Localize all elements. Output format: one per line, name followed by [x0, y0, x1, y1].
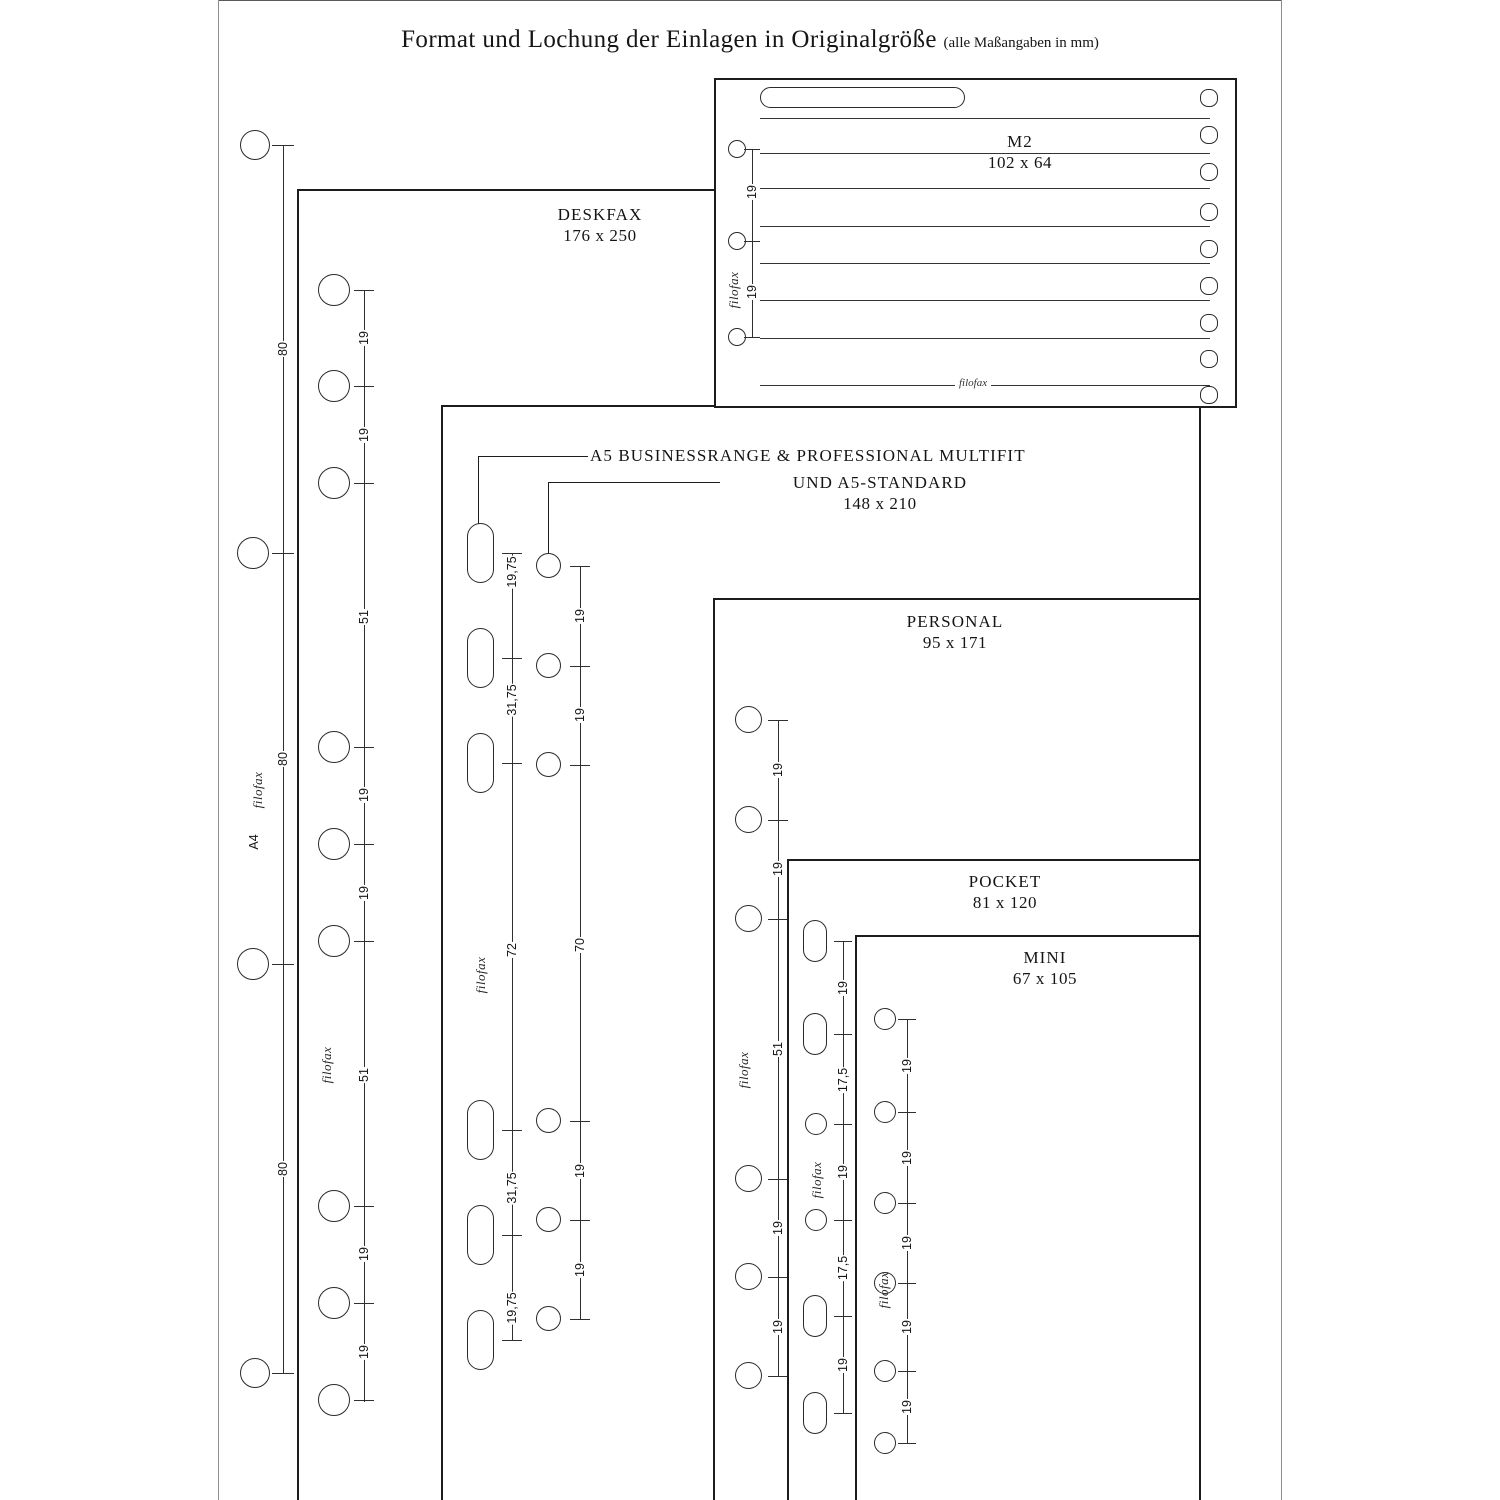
a5-multifit-dim-1: 19,75 [504, 556, 519, 588]
pocket-label [855, 872, 1155, 913]
page-frame-left [218, 0, 219, 1500]
personal-hole-6 [735, 1362, 762, 1389]
a4-dim-1: 80 [275, 342, 290, 356]
deskfax-tick-9 [354, 1400, 374, 1401]
mini-tick-1 [898, 1019, 916, 1020]
personal-dim-3: 51 [770, 1042, 785, 1056]
deskfax-dim-5: 19 [356, 886, 371, 900]
a5-standard-tick-3 [570, 765, 590, 766]
mini-hole-2 [874, 1101, 896, 1123]
m2-ring-hole-5 [1200, 240, 1218, 258]
personal-hole-3 [735, 905, 762, 932]
page-title-main: Format und Lochung der Einlagen in Originalgröße [401, 26, 937, 53]
deskfax-dimension-rail [364, 290, 365, 1402]
m2-ring-hole-1 [1200, 89, 1218, 107]
page-frame-right [1281, 0, 1282, 1500]
deskfax-tick-8 [354, 1303, 374, 1304]
a5-standard-dim-2: 19 [572, 708, 587, 722]
m2-ring-hole-9 [1200, 386, 1218, 404]
m2-dim-2: 19 [744, 285, 759, 299]
sheet-m2 [714, 78, 1237, 408]
pocket-hole-3 [805, 1113, 827, 1135]
mini-hole-5 [874, 1360, 896, 1382]
deskfax-tick-2 [354, 386, 374, 387]
pocket-slot-5 [803, 1295, 827, 1337]
a4-hole-4 [240, 1358, 270, 1388]
pocket-dim-2: 17,5 [835, 1067, 850, 1093]
pocket-slot-6 [803, 1392, 827, 1434]
a4-dim-3: 80 [275, 1162, 290, 1176]
a5-dimensions: 148 x 210 [843, 493, 917, 513]
deskfax-hole-9 [318, 1384, 350, 1416]
a5-standard-dim-4: 19 [572, 1164, 587, 1178]
page-frame-top [218, 0, 1282, 1]
deskfax-hole-6 [318, 925, 350, 957]
a5-multifit-name: A5 BUSINESSRANGE & PROFESSIONAL MULTIFIT [590, 446, 1026, 465]
m2-rule-3 [760, 188, 1210, 189]
m2-ring-hole-3 [1200, 163, 1218, 181]
deskfax-tick-1 [354, 290, 374, 291]
personal-filofax-mark: filofax [736, 1051, 751, 1089]
deskfax-name: DESKFAX [557, 205, 643, 224]
pocket-tick-2 [834, 1034, 852, 1035]
personal-dim-2: 19 [770, 862, 785, 876]
m2-rule-7 [760, 338, 1210, 339]
pocket-hole-4 [805, 1209, 827, 1231]
pocket-dim-5: 19 [835, 1358, 850, 1372]
a4-tick-top [272, 145, 294, 146]
a5-multifit-tick-2 [502, 658, 522, 659]
deskfax-hole-3 [318, 467, 350, 499]
mini-dim-1: 19 [899, 1059, 914, 1073]
mini-hole-3 [874, 1192, 896, 1214]
a4-hole-3 [237, 948, 269, 980]
personal-tick-6 [768, 1376, 788, 1377]
a5-multifit-slot-5 [467, 1205, 494, 1265]
personal-hole-2 [735, 806, 762, 833]
deskfax-dim-1: 19 [356, 331, 371, 345]
a4-tick-2 [272, 553, 294, 554]
mini-tick-2 [898, 1112, 916, 1113]
m2-rule-5 [760, 263, 1210, 264]
m2-top-slot [760, 87, 965, 108]
a5-standard-hole-4 [536, 1108, 561, 1133]
a5-multifit-slot-1 [467, 523, 494, 583]
a5-multifit-tick-3 [502, 763, 522, 764]
m2-ring-hole-2 [1200, 126, 1218, 144]
deskfax-dim-4: 19 [356, 788, 371, 802]
pocket-dim-1: 19 [835, 981, 850, 995]
deskfax-dim-3: 51 [356, 610, 371, 624]
a5-standard-hole-2 [536, 653, 561, 678]
m2-label [900, 132, 1140, 173]
m2-ring-hole-4 [1200, 203, 1218, 221]
a5-standard-tick-6 [570, 1319, 590, 1320]
personal-tick-1 [768, 720, 788, 721]
mini-name: MINI [1023, 948, 1067, 967]
m2-dim-1: 19 [744, 185, 759, 199]
m2-ring-hole-8 [1200, 350, 1218, 368]
deskfax-hole-1 [318, 274, 350, 306]
m2-dimension-rail [752, 149, 753, 337]
a5-multifit-slot-2 [467, 628, 494, 688]
personal-label [800, 612, 1110, 653]
m2-dimensions: 102 x 64 [987, 152, 1053, 172]
mini-hole-1 [874, 1008, 896, 1030]
deskfax-dimensions: 176 x 250 [563, 225, 637, 245]
deskfax-tick-7 [354, 1206, 374, 1207]
a5-multifit-tick-5 [502, 1235, 522, 1236]
a5-standard-hole-6 [536, 1306, 561, 1331]
personal-dimensions: 95 x 171 [922, 632, 988, 652]
m2-rule-4 [760, 226, 1210, 227]
a5-multifit-dim-3: 72 [504, 943, 519, 957]
m2-ring-hole-6 [1200, 277, 1218, 295]
deskfax-dim-6: 51 [356, 1068, 371, 1082]
personal-dim-5: 19 [770, 1320, 785, 1334]
deskfax-tick-6 [354, 941, 374, 942]
pocket-name: POCKET [968, 872, 1042, 891]
a5-standard-hole-3 [536, 752, 561, 777]
a5-multifit-slot-3 [467, 733, 494, 793]
a5-multifit-leader-horizontal [478, 456, 588, 457]
a5-standard-tick-2 [570, 666, 590, 667]
a4-size-code: A4 [247, 834, 261, 850]
mini-dim-3: 19 [899, 1236, 914, 1250]
a5-standard-hole-1 [536, 553, 561, 578]
mini-dim-4: 19 [899, 1320, 914, 1334]
pocket-tick-3 [834, 1124, 852, 1125]
pocket-tick-1 [834, 941, 852, 942]
personal-tick-4 [768, 1179, 788, 1180]
personal-hole-5 [735, 1263, 762, 1290]
deskfax-hole-4 [318, 731, 350, 763]
a5-standard-hole-5 [536, 1207, 561, 1232]
deskfax-hole-5 [318, 828, 350, 860]
personal-hole-1 [735, 706, 762, 733]
personal-hole-4 [735, 1165, 762, 1192]
a5-multifit-dim-5: 19,75 [504, 1292, 519, 1324]
deskfax-tick-5 [354, 844, 374, 845]
m2-name: M2 [1007, 132, 1033, 151]
pocket-tick-5 [834, 1316, 852, 1317]
a5-multifit-tick-4 [502, 1130, 522, 1131]
mini-tick-6 [898, 1443, 916, 1444]
a5-multifit-slot-4 [467, 1100, 494, 1160]
a5-standard-name: UND A5-STANDARD [792, 473, 968, 492]
a5-standard-tick-4 [570, 1121, 590, 1122]
a4-filofax-mark: filofax [250, 771, 265, 809]
page-title [218, 26, 1282, 54]
m2-rule-6 [760, 300, 1210, 301]
m2-rule-1 [760, 118, 1210, 119]
a5-standard-tick-5 [570, 1220, 590, 1221]
personal-dim-4: 19 [770, 1221, 785, 1235]
deskfax-tick-4 [354, 747, 374, 748]
deskfax-dim-2: 19 [356, 428, 371, 442]
deskfax-hole-8 [318, 1287, 350, 1319]
a5-multifit-dim-4: 31,75 [504, 1172, 519, 1204]
a5-multifit-tick-1 [502, 553, 522, 554]
mini-dim-5: 19 [899, 1400, 914, 1414]
m2-filofax-mark: filofax [955, 377, 991, 389]
personal-tick-3 [768, 919, 788, 920]
mini-hole-6 [874, 1432, 896, 1454]
a5-multifit-slot-6 [467, 1310, 494, 1370]
m2-tick-1 [744, 149, 760, 150]
a5-standard-dim-5: 19 [572, 1263, 587, 1277]
mini-tick-4 [898, 1283, 916, 1284]
a4-tick-bottom [272, 1373, 294, 1374]
pocket-filofax-mark: filofax [809, 1161, 824, 1199]
pocket-tick-6 [834, 1413, 852, 1414]
personal-dim-1: 19 [770, 763, 785, 777]
mini-dimension-rail [907, 1019, 908, 1443]
m2-punch-filofax-mark: filofax [726, 271, 741, 309]
personal-name: PERSONAL [906, 612, 1004, 631]
a5-multifit-dim-2: 31,75 [504, 684, 519, 716]
deskfax-hole-7 [318, 1190, 350, 1222]
mini-dim-2: 19 [899, 1151, 914, 1165]
pocket-slot-1 [803, 920, 827, 962]
deskfax-dim-7: 19 [356, 1247, 371, 1261]
pocket-dim-3: 19 [835, 1165, 850, 1179]
pocket-dimensions: 81 x 120 [972, 892, 1038, 912]
a5-multifit-leader-vertical [478, 456, 479, 528]
deskfax-hole-2 [318, 370, 350, 402]
a5-label [590, 446, 1210, 467]
a4-tick-3 [272, 964, 294, 965]
a5-multifit-tick-6 [502, 1340, 522, 1341]
a4-hole-2 [237, 537, 269, 569]
page-title-note: (alle Maßangaben in mm) [943, 35, 1099, 51]
a5-filofax-mark: filofax [473, 956, 488, 994]
pocket-dim-4: 17,5 [835, 1255, 850, 1281]
a5-standard-dim-1: 19 [572, 609, 587, 623]
m2-tick-2 [744, 241, 760, 242]
personal-tick-5 [768, 1277, 788, 1278]
deskfax-filofax-mark: filofax [319, 1046, 334, 1084]
pocket-tick-4 [834, 1220, 852, 1221]
m2-tick-3 [744, 337, 760, 338]
mini-tick-5 [898, 1371, 916, 1372]
a4-hole-1 [240, 130, 270, 160]
mini-tick-3 [898, 1203, 916, 1204]
a5-standard-tick-1 [570, 566, 590, 567]
a5-standard-leader-vertical [548, 482, 549, 554]
personal-tick-2 [768, 820, 788, 821]
mini-dimensions: 67 x 105 [1012, 968, 1078, 988]
mini-label [915, 948, 1175, 989]
a5-standard-label [560, 473, 1200, 514]
mini-filofax-mark: filofax [876, 1271, 891, 1309]
deskfax-tick-3 [354, 483, 374, 484]
a4-dim-2: 80 [275, 752, 290, 766]
deskfax-dim-8: 19 [356, 1345, 371, 1359]
a5-standard-dim-3: 70 [572, 938, 587, 952]
m2-ring-hole-7 [1200, 314, 1218, 332]
pocket-slot-2 [803, 1013, 827, 1055]
